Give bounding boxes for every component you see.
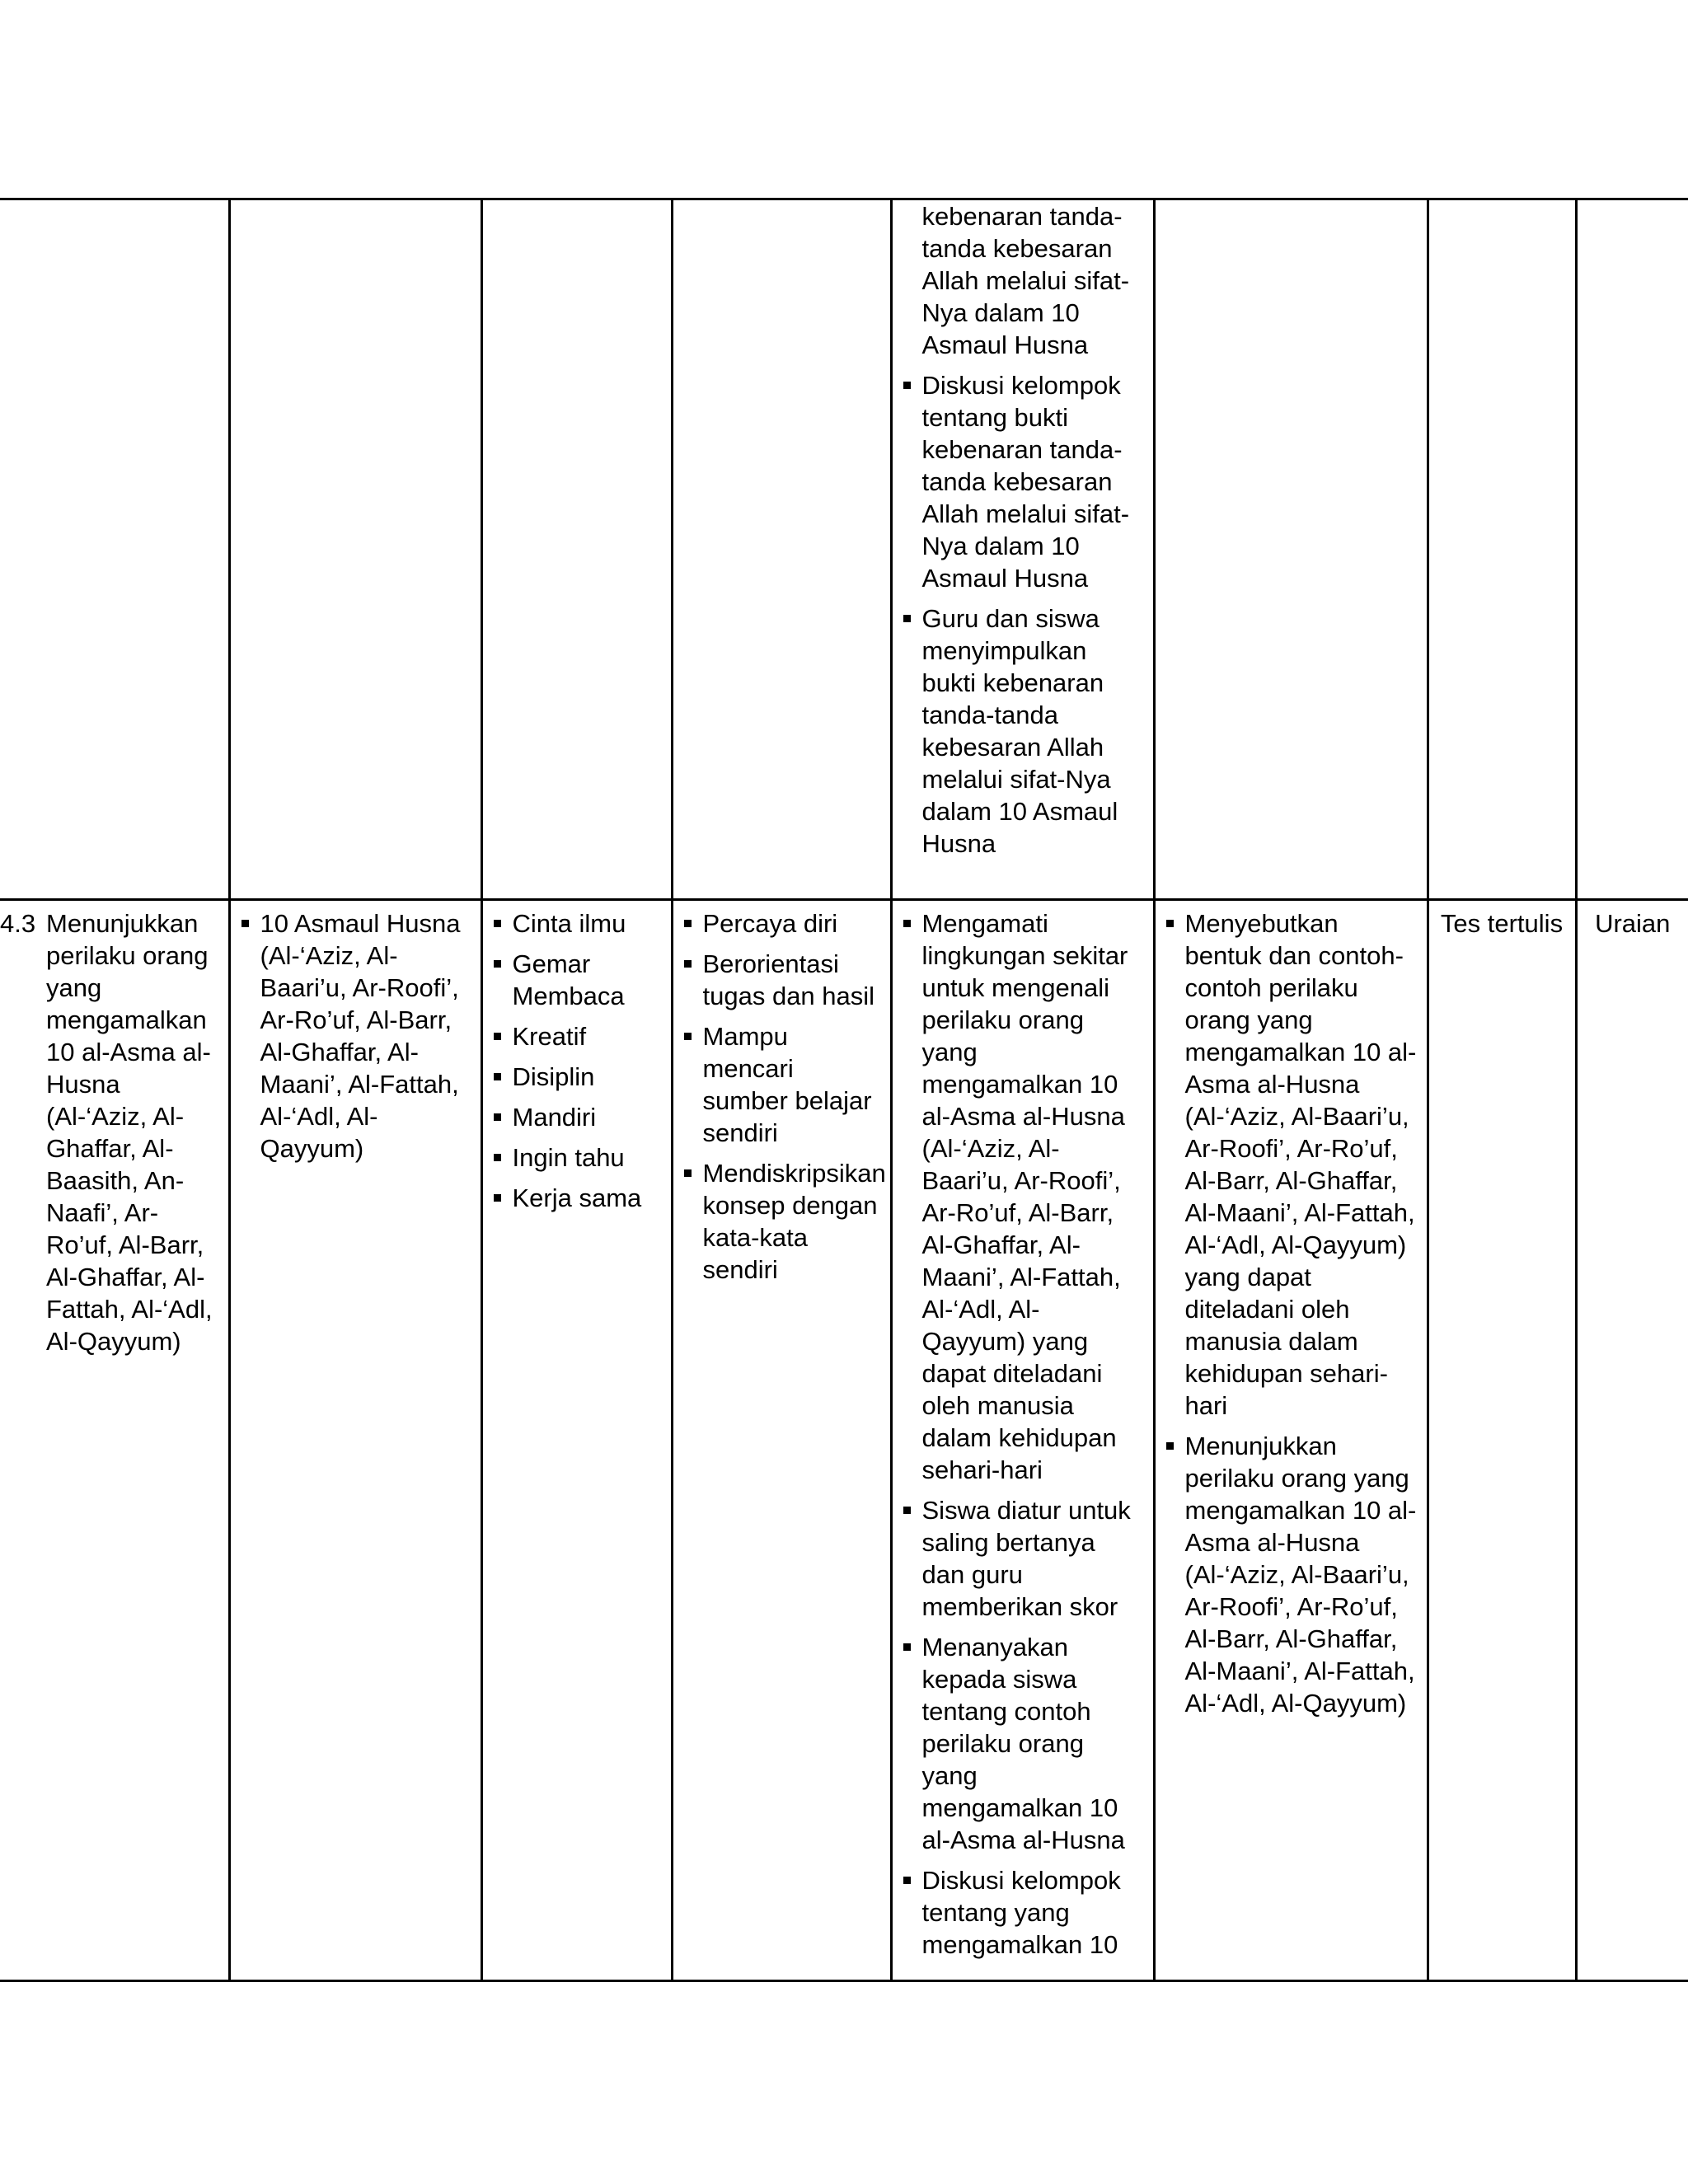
list-item: Gemar Membaca [493,948,661,1012]
list-item: Menunjukkan perilaku orang yang mengamalkan 10 al-Asma al-Husna (Al-‘Aziz, Al-Baari’u, Ar-Roofi’, Ar-Ro’uf, Al-Barr, Al-Ghaffar, Al-Maani’, Al-Fattah, Al-‘Adl, Al-Qayyum) [1165,1430,1417,1719]
list-item: Mengamati lingkungan sekitar untuk mengenali perilaku orang yang mengamalkan 10 al-Asma al-Husna (Al-‘Aziz, Al-Baari’u, Ar-Roofi’, Ar-Ro’uf, Al-Barr, Al-Ghaffar, Al-Maani’, Al-Fattah, Al-‘Adl, Al-Qayyum) yang dapat diteladani oleh manusia dalam kehidupan sehari-hari [903,907,1143,1486]
list-item: Menyebutkan bentuk dan contoh-contoh perilaku orang yang mengamalkan 10 al-Asma al-Husna (Al-‘Aziz, Al-Baari’u, Ar-Roofi’, Ar-Ro’uf, Al-Barr, Al-Ghaffar, Al-Maani’, Al-Fattah, Al-‘Adl, Al-Qayyum) yang dapat diteladani oleh manusia dalam kehidupan sehari-hari [1165,907,1417,1422]
cell-kegiatan [891,900,1154,1981]
list-item: Mampu mencari sumber belajar sendiri [683,1020,880,1149]
list-item: Berorientasi tugas dan hasil [683,948,880,1012]
list-item: Percaya diri [683,907,880,940]
cell-karakter [481,900,672,1981]
list-item: Diskusi kelompok tentang yang mengamalkan 10 [903,1864,1143,1961]
list-item: Cinta ilmu [493,907,661,940]
teknik-text: Tes tertulis [1440,909,1564,938]
list-item: Menanyakan kepada siswa tentang contoh perilaku orang yang mengamalkan 10 al-Asma al-Husna [903,1631,1143,1856]
cell-bentuk [1576,199,1688,900]
cell-kewirausahaan [672,900,891,1981]
cell-kompetensi-dasar [0,900,229,1981]
cell-teknik [1428,900,1576,1981]
table-row [0,199,1688,900]
list-item: Disiplin [493,1061,661,1093]
list-item: Guru dan siswa menyimpulkan bukti kebenaran tanda-tanda kebesaran Allah melalui sifat-Nya dalam 10 Asmaul Husna [903,602,1143,860]
kewirausahaan-list [683,907,886,1286]
list-item: Kreatif [493,1020,661,1052]
cell-bentuk [1576,900,1688,1981]
list-item: Ingin tahu [493,1141,661,1174]
kd-entry [0,907,218,1357]
kegiatan-list [903,907,1143,1961]
syllabus-table [0,198,1688,1982]
cell-kegiatan [891,199,1154,900]
bentuk-text: Uraian [1595,909,1671,938]
karakter-list [493,907,661,1214]
kd-number: 4.3 [0,909,36,938]
cell-karakter [481,199,672,900]
cell-materi [229,199,481,900]
kd-text: Menunjukkan perilaku orang yang mengamalkan 10 al-Asma al-Husna (Al-‘Aziz, Al-Ghaffar, Al-Baasith, An-Naafi’, Ar-Ro’uf, Al-Barr, Al-Ghaffar, Al-Fattah, Al-‘Adl, Al-Qayyum) [46,909,213,1356]
cell-indikator [1154,199,1428,900]
materi-list [241,907,471,1165]
kegiatan-continuation: kebenaran tanda-tanda kebesaran Allah melalui sifat-Nya dalam 10 Asmaul Husna [921,202,1130,359]
cell-kompetensi-dasar [0,199,229,900]
list-item: Mandiri [493,1101,661,1133]
indikator-list [1165,907,1417,1719]
kegiatan-list [903,369,1143,860]
list-item: Kerja sama [493,1182,661,1214]
list-item: 10 Asmaul Husna (Al-‘Aziz, Al-Baari’u, Ar-Roofi’, Ar-Ro’uf, Al-Barr, Al-Ghaffar, Al-Maani’, Al-Fattah, Al-‘Adl, Al-Qayyum) [241,907,471,1165]
cell-indikator [1154,900,1428,1981]
list-item: Diskusi kelompok tentang bukti kebenaran tanda-tanda kebesaran Allah melalui sifat-Nya dalam 10 Asmaul Husna [903,369,1143,594]
list-item: Mendiskripsikan konsep dengan kata-kata sendiri [683,1157,880,1286]
cell-materi [229,900,481,1981]
cell-kewirausahaan [672,199,891,900]
list-item: Siswa diatur untuk saling bertanya dan guru memberikan skor [903,1494,1143,1623]
cell-teknik [1428,199,1576,900]
table-row [0,900,1688,1981]
